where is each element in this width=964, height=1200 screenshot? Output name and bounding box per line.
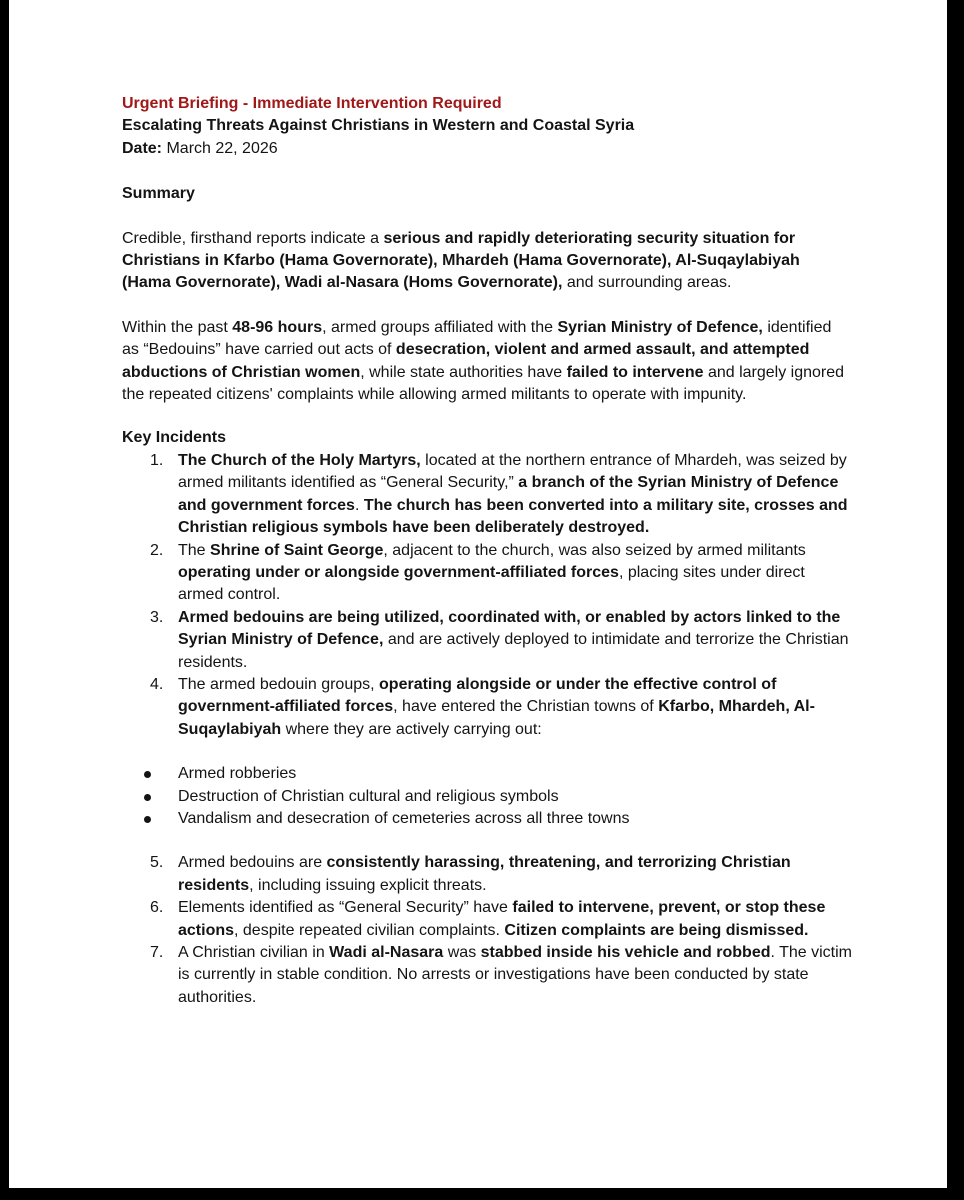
bold-run: consistently harassing, threatening, and terrorizing Christian residents xyxy=(178,854,791,894)
bold-run: failed to intervene, prevent, or stop these actions xyxy=(178,899,826,939)
bold-run: Kfarbo, Mhardeh, Al-Suqaylabiyah xyxy=(178,698,815,738)
date-value: March 22, 2026 xyxy=(162,139,278,157)
text-run: where they are actively carrying out: xyxy=(281,720,542,738)
bold-run: The Church of the Holy Martyrs, xyxy=(178,451,421,469)
bullet-text: Vandalism and desecration of cemeteries across all three towns xyxy=(178,809,630,827)
date-line xyxy=(122,138,852,160)
item-number: 2. xyxy=(150,541,164,559)
document-content xyxy=(122,93,852,1009)
date-label: Date: xyxy=(122,139,163,157)
bullet-text: Armed robberies xyxy=(178,765,297,783)
text-run: , including issuing explicit threats. xyxy=(249,876,487,894)
text-run: The armed bedouin groups, xyxy=(178,675,380,693)
document-subtitle: Escalating Threats Against Christians in Western and Coastal Syria xyxy=(122,117,635,135)
text-run: identified as “Bedouins” have carried out acts of xyxy=(122,318,832,359)
text-run: Within the past xyxy=(122,318,233,336)
bold-run: operating under or alongside government-affiliated forces xyxy=(178,563,619,581)
key-incidents-heading: Key Incidents xyxy=(122,429,227,447)
bullet-icon xyxy=(144,816,151,823)
bullet-item xyxy=(122,786,852,808)
bold-run: operating alongside or under the effective control of government-affiliated forces xyxy=(178,675,777,716)
incident-item-1 xyxy=(122,450,852,540)
item-number: 5. xyxy=(150,854,164,872)
text-run: The xyxy=(178,541,211,559)
text-run: Credible, firsthand reports indicate a xyxy=(122,229,384,247)
incident-item-2 xyxy=(122,540,852,607)
item-number: 6. xyxy=(150,899,164,917)
bold-run: Wadi al-Nasara xyxy=(329,944,444,961)
bullet-item xyxy=(122,808,852,830)
bold-run: Armed bedouins are being utilized, coordinated with, or enabled by actors linked to the Syrian Ministry of Defence, xyxy=(178,608,841,649)
text-run: and are actively deployed to intimidate and terrorize the Christian residents. xyxy=(178,631,849,671)
text-run: , despite repeated civilian complaints. xyxy=(234,921,505,939)
bold-run: Syrian Ministry of Defence, xyxy=(557,318,763,336)
activity-bullet-list xyxy=(122,763,852,830)
summary-heading: Summary xyxy=(122,185,195,203)
text-run: , adjacent to the church, was also seized by armed militants xyxy=(383,541,806,559)
bold-run: Shrine of Saint George xyxy=(210,541,384,559)
incident-item-5 xyxy=(122,852,852,897)
bold-run: desecration, violent and armed assault, and attempted abductions of Christian women xyxy=(122,341,810,381)
text-run: , have entered the Christian towns of xyxy=(393,698,659,716)
bold-run: serious and rapidly deteriorating security situation for Christians in Kfarbo (Hama Governorate), Mhardeh (Hama Governorate), Al-Suqaylabiyah (Hama Governorate), Wadi al-Nasara (Homs Governorate), xyxy=(122,229,800,292)
text-run: and surrounding areas. xyxy=(562,274,732,292)
bold-run: Citizen complaints are being dismissed. xyxy=(504,921,809,939)
document-page xyxy=(9,0,947,1188)
text-run: , armed groups affiliated with the xyxy=(322,318,558,336)
text-run: and largely ignored the repeated citizens' complaints while allowing armed militants to operate with impunity. xyxy=(122,363,845,404)
text-run: , while state authorities have xyxy=(360,363,567,381)
bold-run: failed to intervene xyxy=(566,363,704,381)
bold-run: The church has been converted into a military site, crosses and Christian religious symbols have been deliberately destroyed. xyxy=(178,496,848,537)
incident-item-7 xyxy=(122,942,852,1009)
text-run: . The victim is currently in stable condition. No arrests or investigations have been conducted by state authorities. xyxy=(178,944,852,1006)
incident-list xyxy=(122,450,852,741)
bullet-icon xyxy=(144,794,151,801)
text-run: Armed bedouins are xyxy=(178,854,327,872)
text-run: was xyxy=(443,944,481,961)
text-run: A Christian civilian in xyxy=(178,944,330,961)
summary-paragraph-2 xyxy=(122,317,852,407)
incident-item-3 xyxy=(122,607,852,674)
incident-list-continued xyxy=(122,852,852,1009)
item-number: 1. xyxy=(150,451,164,469)
bold-run: 48-96 hours xyxy=(232,318,323,336)
text-run: . xyxy=(354,496,364,514)
item-number: 7. xyxy=(150,944,164,961)
bullet-text: Destruction of Christian cultural and religious symbols xyxy=(178,787,559,805)
text-run: Elements identified as “General Security” have xyxy=(178,899,513,917)
bullet-icon xyxy=(144,771,151,778)
text-run: located at the northern entrance of Mhardeh, was seized by armed militants identified as “General Security,” xyxy=(178,451,847,492)
item-number: 3. xyxy=(150,608,164,626)
item-number: 4. xyxy=(150,675,164,693)
urgent-title: Urgent Briefing - Immediate Intervention Required xyxy=(122,95,502,112)
bullet-item xyxy=(122,763,852,785)
bold-run: a branch of the Syrian Ministry of Defence and government forces xyxy=(178,474,839,514)
incident-item-6 xyxy=(122,897,852,942)
bold-run: stabbed inside his vehicle and robbed xyxy=(480,944,771,961)
text-run: , placing sites under direct armed control. xyxy=(178,563,805,604)
summary-paragraph-1 xyxy=(122,228,852,295)
incident-item-4 xyxy=(122,674,852,741)
